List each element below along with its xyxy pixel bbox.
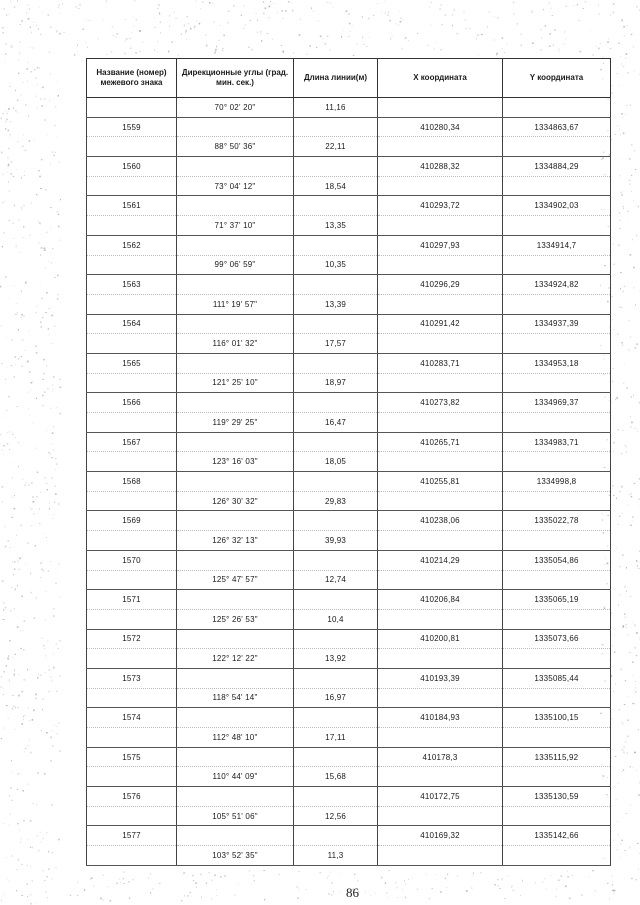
cell-direction-angle: 88° 50' 36" — [177, 137, 294, 157]
cell-direction-angle: 122° 12' 22" — [177, 649, 294, 669]
cell-line-length: 12,56 — [294, 806, 378, 826]
cell-line-length: 16,97 — [294, 688, 378, 708]
cell-y-coordinate: 1335085,44 — [503, 668, 611, 688]
cell-line-length — [294, 393, 378, 413]
cell-direction-angle — [177, 747, 294, 767]
cell-point-name: 1564 — [87, 314, 177, 334]
cell-line-length: 11,16 — [294, 98, 378, 118]
cell-y-coordinate: 1334983,71 — [503, 432, 611, 452]
header-direction-angle: Дирекционные углы (град. мин. сек.) — [177, 59, 294, 98]
cell-line-length — [294, 157, 378, 177]
cell-x-coordinate — [378, 728, 503, 748]
cell-x-coordinate: 410238,06 — [378, 511, 503, 531]
cell-x-coordinate — [378, 609, 503, 629]
table-row-line — [87, 176, 611, 196]
cell-x-coordinate — [378, 846, 503, 866]
cell-line-length: 17,57 — [294, 334, 378, 354]
header-y-coordinate: Y координата — [503, 59, 611, 98]
cell-line-length — [294, 668, 378, 688]
cell-x-coordinate: 410169,32 — [378, 826, 503, 846]
cell-point-name — [87, 98, 177, 118]
cell-x-coordinate: 410172,75 — [378, 787, 503, 807]
cell-direction-angle: 119° 29' 25" — [177, 413, 294, 433]
cell-y-coordinate — [503, 688, 611, 708]
cell-point-name — [87, 846, 177, 866]
cell-line-length: 39,93 — [294, 531, 378, 551]
table-row-line — [87, 255, 611, 275]
cell-point-name — [87, 334, 177, 354]
cell-x-coordinate — [378, 98, 503, 118]
cell-y-coordinate — [503, 649, 611, 669]
cell-point-name — [87, 767, 177, 787]
cell-line-length: 29,83 — [294, 491, 378, 511]
table-row-point — [87, 432, 611, 452]
cell-y-coordinate — [503, 413, 611, 433]
table-row-line — [87, 846, 611, 866]
cell-line-length: 10,4 — [294, 609, 378, 629]
cell-x-coordinate — [378, 373, 503, 393]
cell-y-coordinate: 1334863,67 — [503, 117, 611, 137]
cell-y-coordinate: 1335115,92 — [503, 747, 611, 767]
table-row-line — [87, 728, 611, 748]
cell-point-name — [87, 255, 177, 275]
table-row-line — [87, 294, 611, 314]
cell-direction-angle: 73° 04' 12" — [177, 176, 294, 196]
cell-point-name: 1567 — [87, 432, 177, 452]
cell-line-length — [294, 629, 378, 649]
cell-direction-angle — [177, 826, 294, 846]
cell-x-coordinate — [378, 413, 503, 433]
cell-line-length: 18,05 — [294, 452, 378, 472]
table-row-line — [87, 806, 611, 826]
cell-direction-angle: 111° 19' 57" — [177, 294, 294, 314]
cell-y-coordinate: 1335022,78 — [503, 511, 611, 531]
cell-point-name: 1560 — [87, 157, 177, 177]
cell-x-coordinate — [378, 688, 503, 708]
table-row-line — [87, 216, 611, 236]
cell-x-coordinate — [378, 570, 503, 590]
cell-point-name — [87, 806, 177, 826]
cell-line-length: 22,11 — [294, 137, 378, 157]
cell-x-coordinate — [378, 491, 503, 511]
page-number: 86 — [346, 885, 359, 900]
table-row-point — [87, 511, 611, 531]
cell-point-name: 1569 — [87, 511, 177, 531]
cell-y-coordinate: 1334998,8 — [503, 472, 611, 492]
cell-point-name — [87, 491, 177, 511]
cell-direction-angle: 118° 54' 14" — [177, 688, 294, 708]
header-point-name: Название (номер) межевого знака — [87, 59, 177, 98]
cell-line-length — [294, 472, 378, 492]
cell-point-name: 1575 — [87, 747, 177, 767]
cell-x-coordinate: 410193,39 — [378, 668, 503, 688]
cell-direction-angle: 70° 02' 20" — [177, 98, 294, 118]
cell-x-coordinate — [378, 452, 503, 472]
cell-line-length: 18,54 — [294, 176, 378, 196]
cell-direction-angle: 125° 47' 57" — [177, 570, 294, 590]
cell-line-length: 18,97 — [294, 373, 378, 393]
cell-x-coordinate: 410206,84 — [378, 590, 503, 610]
cell-point-name — [87, 452, 177, 472]
cell-y-coordinate: 1335100,15 — [503, 708, 611, 728]
cell-point-name: 1561 — [87, 196, 177, 216]
cell-line-length: 13,35 — [294, 216, 378, 236]
cell-line-length: 12,74 — [294, 570, 378, 590]
cell-direction-angle — [177, 353, 294, 373]
cell-y-coordinate — [503, 570, 611, 590]
cell-x-coordinate: 410297,93 — [378, 235, 503, 255]
cell-y-coordinate — [503, 728, 611, 748]
cell-x-coordinate: 410280,34 — [378, 117, 503, 137]
table-row-point — [87, 629, 611, 649]
cell-direction-angle — [177, 590, 294, 610]
cell-line-length — [294, 826, 378, 846]
cell-point-name: 1571 — [87, 590, 177, 610]
cell-direction-angle: 125° 26' 53" — [177, 609, 294, 629]
cell-y-coordinate — [503, 255, 611, 275]
table-row-point — [87, 235, 611, 255]
cell-point-name: 1566 — [87, 393, 177, 413]
cell-line-length — [294, 708, 378, 728]
cell-point-name — [87, 688, 177, 708]
cell-x-coordinate — [378, 176, 503, 196]
cell-y-coordinate — [503, 137, 611, 157]
table-body — [87, 98, 611, 866]
table-row-point — [87, 826, 611, 846]
cell-x-coordinate: 410255,81 — [378, 472, 503, 492]
cell-line-length — [294, 511, 378, 531]
header-x-coordinate: X координата — [378, 59, 503, 98]
cell-point-name: 1562 — [87, 235, 177, 255]
cell-direction-angle — [177, 117, 294, 137]
cell-y-coordinate: 1334924,82 — [503, 275, 611, 295]
cell-line-length: 11,3 — [294, 846, 378, 866]
cell-point-name: 1574 — [87, 708, 177, 728]
table-row-point — [87, 747, 611, 767]
boundary-coordinates-table — [86, 58, 611, 866]
cell-point-name: 1573 — [87, 668, 177, 688]
cell-point-name — [87, 728, 177, 748]
cell-y-coordinate — [503, 767, 611, 787]
cell-x-coordinate — [378, 531, 503, 551]
cell-direction-angle: 126° 30' 32" — [177, 491, 294, 511]
cell-line-length — [294, 747, 378, 767]
cell-line-length: 13,92 — [294, 649, 378, 669]
table-row-line — [87, 649, 611, 669]
cell-point-name — [87, 216, 177, 236]
cell-y-coordinate: 1334914,7 — [503, 235, 611, 255]
table-row-line — [87, 570, 611, 590]
cell-y-coordinate — [503, 806, 611, 826]
table-row-line — [87, 452, 611, 472]
cell-line-length — [294, 275, 378, 295]
table-row-line — [87, 688, 611, 708]
cell-direction-angle — [177, 196, 294, 216]
table-row-line — [87, 373, 611, 393]
cell-x-coordinate: 410288,32 — [378, 157, 503, 177]
table-row-point — [87, 314, 611, 334]
cell-point-name — [87, 373, 177, 393]
cell-direction-angle: 103° 52' 35" — [177, 846, 294, 866]
table-row-point — [87, 157, 611, 177]
table-row-line — [87, 413, 611, 433]
cell-direction-angle: 121° 25' 10" — [177, 373, 294, 393]
cell-point-name — [87, 294, 177, 314]
cell-x-coordinate: 410265,71 — [378, 432, 503, 452]
table-row-line — [87, 767, 611, 787]
cell-y-coordinate — [503, 452, 611, 472]
cell-point-name: 1577 — [87, 826, 177, 846]
cell-point-name — [87, 413, 177, 433]
cell-line-length — [294, 235, 378, 255]
cell-direction-angle — [177, 787, 294, 807]
table-row-line — [87, 334, 611, 354]
cell-x-coordinate: 410291,42 — [378, 314, 503, 334]
cell-direction-angle: 123° 16' 03" — [177, 452, 294, 472]
cell-y-coordinate — [503, 334, 611, 354]
cell-direction-angle — [177, 550, 294, 570]
cell-direction-angle — [177, 708, 294, 728]
cell-y-coordinate: 1335054,86 — [503, 550, 611, 570]
cell-y-coordinate: 1334969,37 — [503, 393, 611, 413]
cell-line-length — [294, 787, 378, 807]
cell-direction-angle: 99° 06' 59" — [177, 255, 294, 275]
cell-point-name — [87, 649, 177, 669]
cell-x-coordinate: 410178,3 — [378, 747, 503, 767]
table-header-row — [87, 59, 611, 98]
cell-y-coordinate: 1334902,03 — [503, 196, 611, 216]
table-row-line — [87, 531, 611, 551]
cell-x-coordinate — [378, 137, 503, 157]
cell-y-coordinate: 1335130,59 — [503, 787, 611, 807]
cell-y-coordinate — [503, 491, 611, 511]
cell-direction-angle: 126° 32' 13" — [177, 531, 294, 551]
cell-direction-angle: 105° 51' 06" — [177, 806, 294, 826]
cell-x-coordinate — [378, 806, 503, 826]
cell-direction-angle — [177, 393, 294, 413]
cell-line-length: 10,35 — [294, 255, 378, 275]
cell-x-coordinate: 410273,82 — [378, 393, 503, 413]
cell-direction-angle — [177, 668, 294, 688]
cell-line-length — [294, 550, 378, 570]
cell-point-name: 1565 — [87, 353, 177, 373]
cell-x-coordinate — [378, 216, 503, 236]
cell-direction-angle — [177, 235, 294, 255]
cell-x-coordinate — [378, 649, 503, 669]
table-row-line — [87, 491, 611, 511]
cell-direction-angle: 116° 01' 32" — [177, 334, 294, 354]
cell-line-length: 13,39 — [294, 294, 378, 314]
table-row-point — [87, 668, 611, 688]
cell-point-name: 1568 — [87, 472, 177, 492]
cell-y-coordinate — [503, 216, 611, 236]
table-row-point — [87, 472, 611, 492]
cell-point-name: 1563 — [87, 275, 177, 295]
cell-x-coordinate: 410214,29 — [378, 550, 503, 570]
cell-point-name: 1572 — [87, 629, 177, 649]
cell-y-coordinate — [503, 176, 611, 196]
cell-y-coordinate: 1334884,29 — [503, 157, 611, 177]
cell-point-name — [87, 570, 177, 590]
cell-y-coordinate — [503, 98, 611, 118]
cell-direction-angle — [177, 472, 294, 492]
cell-x-coordinate: 410283,71 — [378, 353, 503, 373]
table-row-point — [87, 590, 611, 610]
table-row-line — [87, 609, 611, 629]
table-row-point — [87, 787, 611, 807]
table-row-point — [87, 550, 611, 570]
cell-x-coordinate: 410200,81 — [378, 629, 503, 649]
cell-line-length: 17,11 — [294, 728, 378, 748]
cell-y-coordinate — [503, 294, 611, 314]
cell-direction-angle — [177, 314, 294, 334]
table-row-point — [87, 117, 611, 137]
cell-y-coordinate — [503, 373, 611, 393]
cell-point-name — [87, 176, 177, 196]
cell-direction-angle: 110° 44' 09" — [177, 767, 294, 787]
cell-x-coordinate: 410293,72 — [378, 196, 503, 216]
cell-x-coordinate — [378, 255, 503, 275]
cell-point-name: 1570 — [87, 550, 177, 570]
cell-direction-angle — [177, 511, 294, 531]
cell-y-coordinate — [503, 609, 611, 629]
cell-y-coordinate — [503, 531, 611, 551]
cell-line-length: 16,47 — [294, 413, 378, 433]
table-row-point — [87, 708, 611, 728]
cell-line-length — [294, 117, 378, 137]
cell-line-length — [294, 353, 378, 373]
cell-y-coordinate: 1334953,18 — [503, 353, 611, 373]
cell-point-name — [87, 609, 177, 629]
table-row-point — [87, 275, 611, 295]
cell-y-coordinate: 1334937,39 — [503, 314, 611, 334]
cell-point-name — [87, 531, 177, 551]
cell-x-coordinate — [378, 334, 503, 354]
cell-direction-angle — [177, 629, 294, 649]
cell-y-coordinate: 1335073,66 — [503, 629, 611, 649]
cell-y-coordinate: 1335142,66 — [503, 826, 611, 846]
cell-direction-angle: 71° 37' 10" — [177, 216, 294, 236]
table-row-point — [87, 196, 611, 216]
cell-x-coordinate: 410184,93 — [378, 708, 503, 728]
cell-y-coordinate: 1335065,19 — [503, 590, 611, 610]
cell-direction-angle — [177, 157, 294, 177]
table-row-point — [87, 353, 611, 373]
cell-x-coordinate: 410296,29 — [378, 275, 503, 295]
table-row-line — [87, 137, 611, 157]
cell-x-coordinate — [378, 294, 503, 314]
cell-line-length — [294, 196, 378, 216]
cell-line-length — [294, 432, 378, 452]
cell-point-name — [87, 137, 177, 157]
cell-direction-angle — [177, 275, 294, 295]
cell-line-length — [294, 314, 378, 334]
cell-direction-angle — [177, 432, 294, 452]
cell-x-coordinate — [378, 767, 503, 787]
cell-direction-angle: 112° 48' 10" — [177, 728, 294, 748]
table-row-point — [87, 393, 611, 413]
cell-line-length: 15,68 — [294, 767, 378, 787]
header-line-length: Длина линии(м) — [294, 59, 378, 98]
cell-line-length — [294, 590, 378, 610]
cell-point-name: 1559 — [87, 117, 177, 137]
table-row-line — [87, 98, 611, 118]
cell-y-coordinate — [503, 846, 611, 866]
cell-point-name: 1576 — [87, 787, 177, 807]
